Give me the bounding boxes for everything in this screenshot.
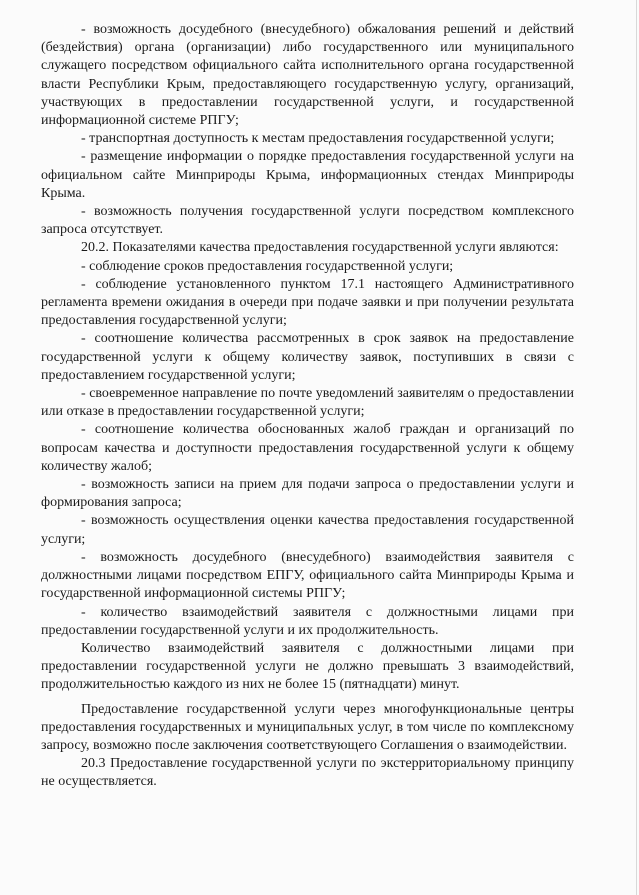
- paragraph-section-20-3: 20.3 Предоставление государственной услуги по экстерриториальному принципу не осуществляется.: [41, 756, 574, 790]
- paragraph-ratio-reviewed: - соотношение количества рассмотренных в срок заявок на предоставление государственной услуги к общему количеству заявок, поступивших в связи с предоставлением государственной услуги;: [41, 331, 574, 383]
- paragraph-info-placement: - размещение информации о порядке предоставления государственной услуги на официальном сайте Минприроды Крыма, информационных стендах Минприроды Крыма.: [41, 149, 574, 201]
- scan-edge-line: [636, 0, 637, 895]
- paragraph-mail-notice: - своевременное направление по почте уведомлений заявителям о предоставлении или отказе в предоставлении государственной услуги;: [41, 386, 574, 420]
- paragraph-complex-request: - возможность получения государственной услуги посредством комплексного запроса отсутствует.: [41, 204, 574, 238]
- paragraph-mfc: Предоставление государственной услуги через многофункциональные центры предоставления государственных и муниципальных услуг, в том числе по комплексному запросу, возможно после заключения соответствующего Соглашения о взаимодействии.: [41, 701, 574, 753]
- document-body: [41, 21, 574, 792]
- paragraph-section-20-2: 20.2. Показателями качества предоставления государственной услуги являются:: [81, 240, 559, 256]
- paragraph-queue-time: - соблюдение установленного пунктом 17.1 настоящего Административного регламента времени ожидания в очереди при подаче заявки и при получении результата предоставления государственной услуги;: [41, 276, 574, 329]
- paragraph-complaints-ratio: - соотношение количества обоснованных жалоб граждан и организаций по вопросам качества и доступности предоставления государственной услуги к общему количеству жалоб;: [41, 422, 574, 474]
- paragraph-interactions-limit: Количество взаимодействий заявителя с должностными лицами при предоставлении государственной услуги не должно превышать 3 взаимодействий, продолжительностью каждого из них не более 15 (пятнадцати) минут.: [41, 640, 574, 693]
- paragraph-appointment: - возможность записи на прием для подачи запроса о предоставлении услуги и формирования запроса;: [41, 477, 574, 511]
- paragraph-pretrial-interaction: - возможность досудебного (внесудебного) взаимодействия заявителя с должностными лицами посредством ЕПГУ, официального сайта Минприроды Крыма и государственной информационной системы РПГУ;: [41, 549, 574, 602]
- paragraph-transport-access: - транспортная доступность к местам предоставления государственной услуги;: [81, 131, 555, 147]
- paragraph-deadlines: - соблюдение сроков предоставления государственной услуги;: [81, 258, 454, 274]
- paragraph-quality-assessment: - возможность осуществления оценки качества предоставления государственной услуги;: [41, 513, 574, 547]
- paragraph-pretrial-appeal: - возможность досудебного (внесудебного) обжалования решений и действий (бездействия) органа (организации) либо государственного или муниципального служащего посредством официального сайта исполнительного органа государственной власти Республики Крым, предоставляющего государственную услугу, организаций, участвующих в предоставлении государственной услуги, и государственной информационной системе РПГУ;: [41, 22, 574, 129]
- paragraph-interactions-count: - количество взаимодействий заявителя с должностными лицами при предоставлении государственной услуги и их продолжительность.: [41, 604, 574, 638]
